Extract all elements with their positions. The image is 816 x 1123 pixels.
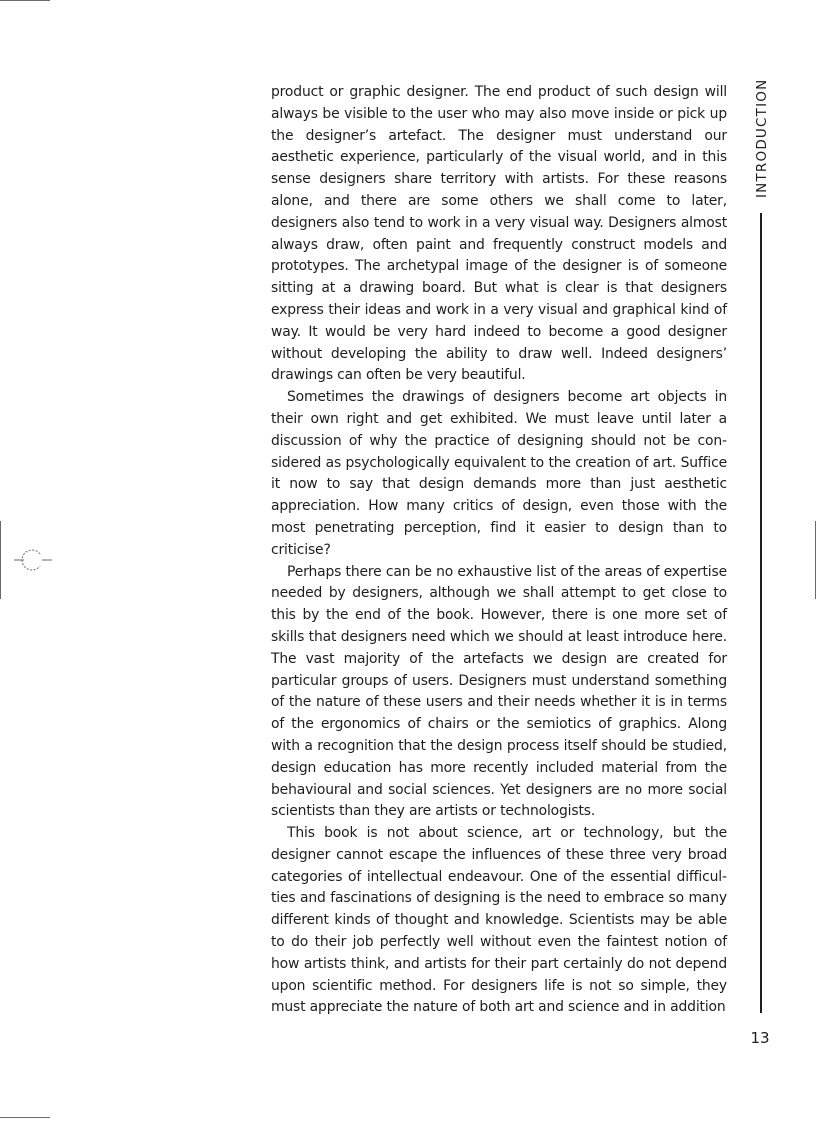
paragraph-3: Perhaps there can be no exhaustive list of the areas of expertise needed by designers, although we shall attempt to get close to this by the end of the book. However, there is one more set of skills that designers need which we should at least introduce here. The vast majority of the artefacts we design are created for particular groups of users. Designers must understand something of the nature of these users and their needs whether it is in terms of the ergonomics of chairs or the semiotics of graphics. Along with a recognition that the design process itself should be studied, design education has more recently included material from the behavioural and social sciences. Yet designers are no more social scientists than they are artists or technologists.	[271, 563, 727, 820]
crop-mark-bottom	[0, 1117, 50, 1118]
margin-rule	[760, 213, 762, 1013]
paragraph-2: Sometimes the drawings of designers become art objects in their own right and get exhibited. We must leave until later a discussion of why the practice of designing should not be considered as psychologically equivalent to the creation of art. Suffice it now to say that design demands more than just aesthetic appreciation. How many critics of design, even those with the most penetrating perception, find it easier to design than to criticise?	[271, 389, 727, 558]
body-text	[271, 82, 727, 1019]
crop-mark-top	[0, 0, 50, 1]
page-number: 13	[750, 1029, 770, 1047]
registration-mark-icon	[14, 548, 52, 572]
paragraph-4: This book is not about science, art or technology, but the designer cannot escape the influences of these three very broad categories of intellectual endeavour. One of the essential difficulties and fascinations of designing is the need to embrace so many different kinds of thought and knowledge. Scientists may be able to do their job perfectly well without even the faintest notion of how artists think, and artists for their part certainly do not depend upon scientific method. For designers life is not so simple, they must appreciate the nature of both art and science and in addition	[271, 825, 727, 1016]
edge-mark-left	[0, 521, 1, 599]
section-label: INTRODUCTION	[754, 78, 770, 198]
paragraph-1: product or graphic designer. The end product of such design will always be visible to the user who may also move inside or pick up the designer’s artefact. The designer must understand our aesthetic experience, particularly of the visual world, and in this sense designers share territory with artists. For these reasons alone, and there are some others we shall come to later, designers also tend to work in a very visual way. Designers almost always draw, often paint and frequently construct models and prototypes. The archetypal image of the designer is of someone sitting at a drawing board. But what is clear is that designers express their ideas and work in a very visual and graphical kind of way. It would be very hard indeed to become a good designer without developing the ability to draw well. Indeed designers’ drawings can often be very beautiful.	[271, 84, 727, 384]
